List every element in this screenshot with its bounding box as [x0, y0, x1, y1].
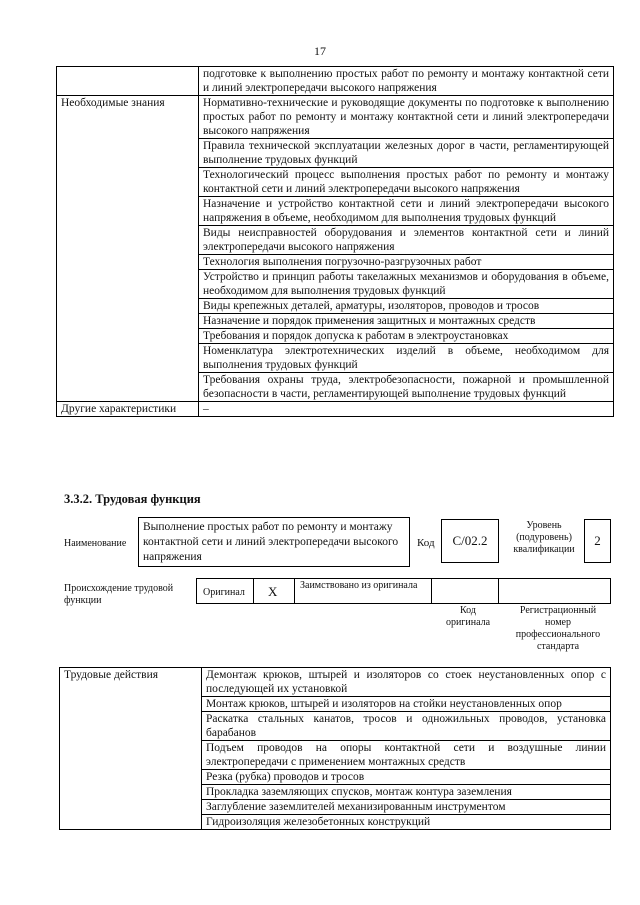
labor-actions-label: Трудовые действия [60, 668, 202, 830]
reg-number-label: Регистрационный номер профессионального стандарта [515, 605, 601, 652]
divider [253, 578, 254, 604]
knowledge-item: Технология выполнения погрузочно-разгрузочных работ [199, 255, 614, 270]
knowledge-item: Правила технической эксплуатации железных дорог в части, регламентирующей выполнение трудовых функций [199, 139, 614, 168]
original-label: Оригинал [203, 587, 245, 598]
table-row [57, 402, 614, 417]
function-name-value: Выполнение простых работ по ремонту и монтажу контактной сети и линий электропередачи высокого напряжения [138, 517, 410, 567]
level-label: Уровень (подуровень) квалификации [513, 520, 575, 555]
table-row [60, 668, 611, 697]
action-item: Монтаж крюков, штырей и изоляторов на стойки неустановленных опор [202, 697, 611, 712]
level-value: 2 [584, 519, 611, 563]
code-original-label: Код оригинала [445, 605, 491, 628]
knowledge-item: Нормативно-технические и руководящие документы по подготовке к выполнению простых работ по ремонту и монтажу контактной сети и линий электропередачи высокого напряжения [199, 96, 614, 139]
action-item: Резка (рубка) проводов и тросов [202, 770, 611, 785]
knowledge-item: Виды крепежных деталей, арматуры, изоляторов, проводов и тросов [199, 299, 614, 314]
knowledge-table [56, 66, 614, 417]
name-label: Наименование [64, 538, 127, 549]
divider [498, 578, 499, 604]
knowledge-item: Назначение и порядок применения защитных и монтажных средств [199, 314, 614, 329]
origin-label: Происхождение трудовой функции [64, 583, 174, 606]
borrowed-label: Заимствовано из оригинала [300, 580, 418, 591]
knowledge-item: Требования охраны труда, электробезопасности, пожарной и промышленной безопасности в части, регламентирующей выполнение трудовых функций [199, 373, 614, 402]
labor-actions-table [59, 667, 611, 830]
other-characteristics-label: Другие характеристики [57, 402, 199, 417]
action-item: Подъем проводов на опоры контактной сети и воздушные линии электропередачи с применением монтажных средств [202, 741, 611, 770]
action-item: Гидроизоляция железобетонных конструкций [202, 815, 611, 830]
code-value: С/02.2 [441, 519, 499, 563]
table-row [57, 67, 614, 96]
knowledge-item: Назначение и устройство контактной сети и линий электропередачи высокого напряжения в объеме, необходимом для выполнения трудовых функций [199, 197, 614, 226]
divider [431, 578, 432, 604]
knowledge-item: Номенклатура электротехнических изделий в объеме, необходимом для выполнения трудовых функций [199, 344, 614, 373]
page-number: 17 [314, 44, 326, 58]
action-item: Демонтаж крюков, штырей и изоляторов со стоек неустановленных опор с последующей их установкой [202, 668, 611, 697]
knowledge-item: Требования и порядок допуска к работам в электроустановках [199, 329, 614, 344]
empty-cell [57, 67, 199, 96]
knowledge-item: Виды неисправностей оборудования и элементов контактной сети и линий электропередачи высокого напряжения [199, 226, 614, 255]
section-title: 3.3.2. Трудовая функция [64, 492, 201, 506]
action-item: Заглубление заземлителей механизированным инструментом [202, 800, 611, 815]
table-row [57, 96, 614, 139]
divider [294, 578, 295, 604]
other-characteristics-value: – [199, 402, 614, 417]
original-mark: X [268, 584, 278, 599]
knowledge-label: Необходимые знания [57, 96, 199, 402]
continuation-text: подготовке к выполнению простых работ по ремонту и монтажу контактной сети и линий электропередачи высокого напряжения [199, 67, 614, 96]
knowledge-item: Технологический процесс выполнения простых работ по ремонту и монтажу контактной сети и линий электропередачи высокого напряжения [199, 168, 614, 197]
knowledge-item: Устройство и принцип работы такелажных механизмов и оборудования в объеме, необходимом для выполнения трудовых функций [199, 270, 614, 299]
action-item: Раскатка стальных канатов, тросов и одножильных проводов, установка барабанов [202, 712, 611, 741]
code-label: Код [417, 537, 435, 549]
action-item: Прокладка заземляющих спусков, монтаж контура заземления [202, 785, 611, 800]
